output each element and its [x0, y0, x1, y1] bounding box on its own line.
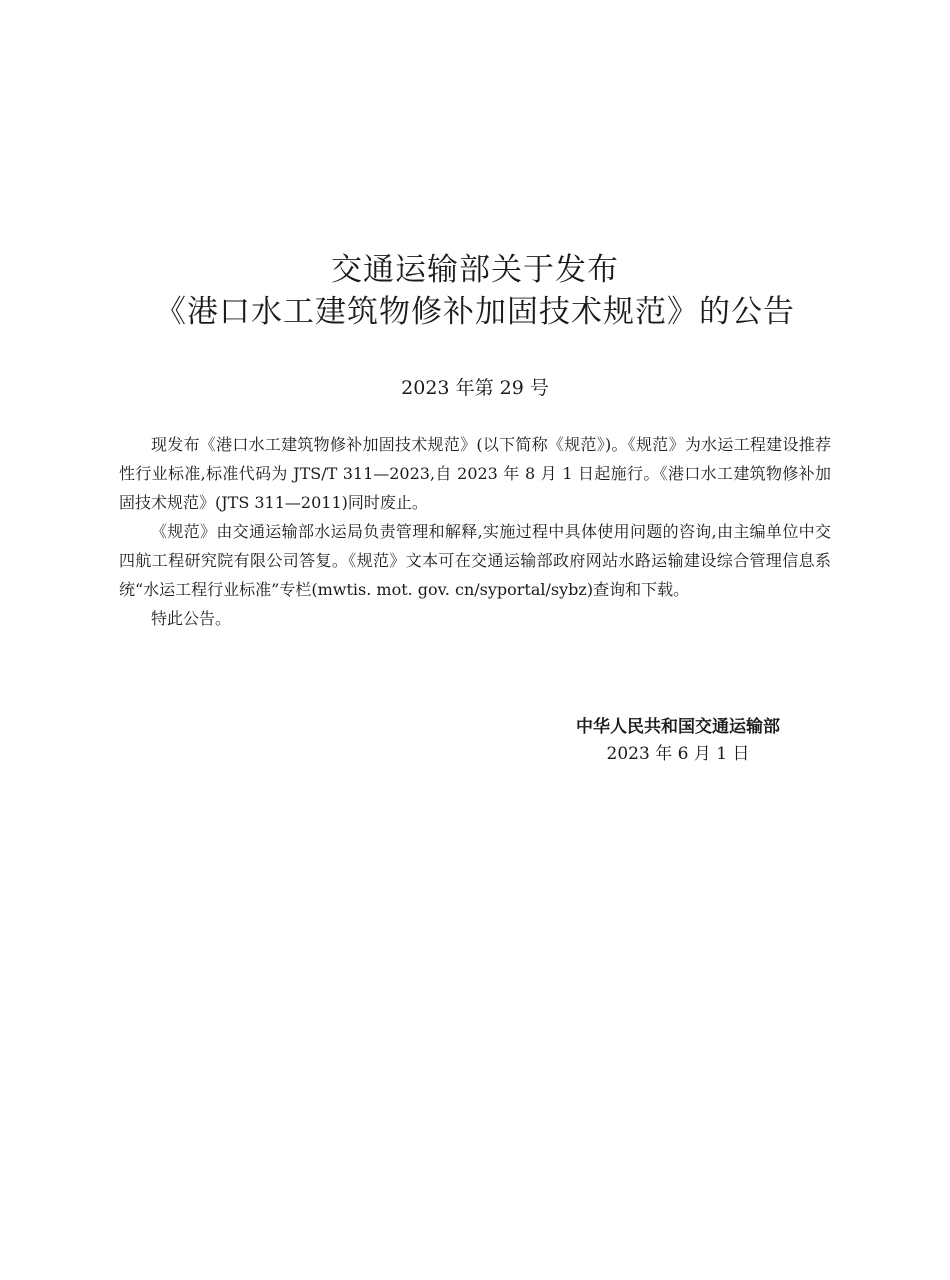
announcement-title-line-2: 《港口水工建筑物修补加固技术规范》的公告 — [155, 294, 795, 330]
announcement-title-line-1: 交通运输部关于发布 — [331, 252, 619, 288]
signature-date: 2023 年 6 月 1 日 — [606, 744, 750, 764]
body-paragraph-1: 现发布《港口水工建筑物修补加固技术规范》(以下简称《规范》)。《规范》为水运工程建设推荐性行业标准,标准代码为 JTS/T 311—2023,自 2023 年 8 月 1 日起施行。《港口水工建筑物修补加固技术规范》(JTS 311—2011)同时废止。 — [119, 435, 831, 512]
signature-organization: 中华人民共和国交通运输部 — [576, 717, 780, 737]
body-paragraph-3: 特此公告。 — [151, 609, 232, 628]
signature-block — [548, 714, 808, 767]
announcement-body — [119, 430, 831, 633]
announcement-number: 2023 年第 29 号 — [401, 377, 549, 399]
body-paragraph-2: 《规范》由交通运输部水运局负责管理和解释,实施过程中具体使用问题的咨询,由主编单位中交四航工程研究院有限公司答复。《规范》文本可在交通运输部政府网站水路运输建设综合管理信息系统“水运工程行业标准”专栏(mwtis. mot. gov. cn/syportal/sybz)查询和下载。 — [119, 522, 831, 599]
